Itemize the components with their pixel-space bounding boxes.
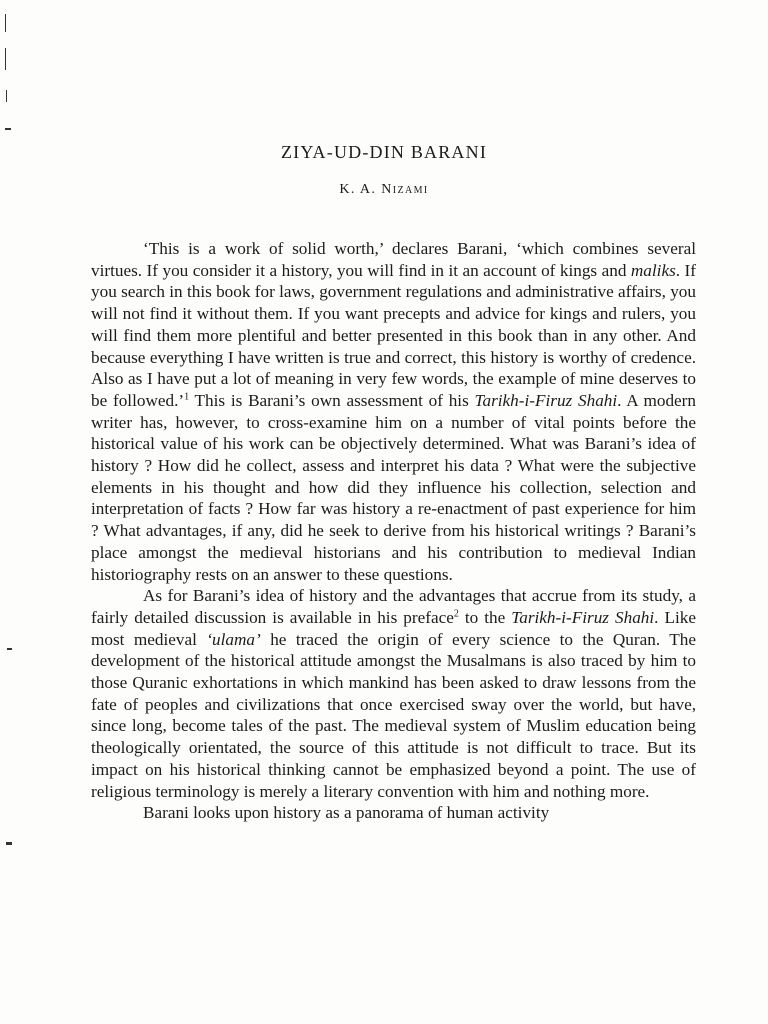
paragraph-text: . A modern writer has, however, to cross-examine him on a number of vital points before the historical value of his work can be objectively determined. What was Barani’s idea of history ? How did he collect, assess and interpret his data ? What were the subjective elements in his thought and how did they influence his collection, selection and interpretation of facts ? How far was history a re-enactment of past experience for him ? What advantages, if any, did he seek to derive from his historical writings ? Barani’s place amongst the medieval historians and his contribution to medieval Indian historiography rests on an answer to these questions. [91,390,696,584]
margin-mark [5,14,6,32]
margin-mark [6,90,7,102]
margin-mark [5,48,6,70]
italic-term: Tarikh-i-Firuz Shahi [474,390,618,410]
margin-mark [6,842,12,845]
body-paragraph [91,238,696,585]
italic-term: maliks [630,260,676,280]
paragraph-text: . Like most medieval [91,607,696,649]
margin-mark [5,128,11,130]
paragraph-text: As for Barani’s idea of history and the advantages that accrue from its study, a fairly detailed discussion is available in his preface [91,586,696,627]
paragraph-text: . If you search in this book for laws, government regulations and administrative affairs, you will not find it without them. If you want precepts and advice for kings and rulers, you will find them more plentiful and better presented in this book than in any other. And because everything I have written is true and correct, this history is worthy of credence. Also as I have put a lot of meaning in very few words, the example of mine deserves to be followed.’ [91,260,696,410]
body-paragraph [91,585,696,802]
article-body [91,238,696,824]
author-name-text: K. A. Nizami [339,182,429,197]
article-title: ZIYA-UD-DIN BARANI [280,142,488,162]
italic-term: ‘ulama’ [206,629,261,649]
paragraph-text: Barani looks upon history as a panorama of human activity [143,803,550,823]
paragraph-text: This is Barani’s own assessment of his [189,390,475,410]
footnote-marker: 2 [453,608,459,620]
paragraph-text: to the [458,607,512,627]
margin-mark [7,648,12,650]
body-paragraph [91,802,696,824]
paragraph-text: ‘This is a work of solid worth,’ declares Barani, ‘which combines several virtues. If you consider it a history, you will find in it an account of kings and [91,239,696,280]
italic-term: Tarikh-i-Firuz Shahi [511,607,655,627]
paragraph-text: he traced the origin of every science to the Quran. The development of the historical attitude amongst the Musalmans is also traced by him to those Quranic exhortations in which mankind has been asked to draw lessons from the fate of peoples and civilizations that once exercised sway over the world, but have, since long, become tales of the past. The medieval system of Muslim education being theologically orientated, the source of this attitude is not difficult to trace. But its impact on his historical thinking cannot be emphasized beyond a point. The use of religious terminology is merely a literary convention with him and nothing more. [91,629,697,801]
footnote-marker: 1 [184,391,190,403]
author-name [0,182,768,198]
